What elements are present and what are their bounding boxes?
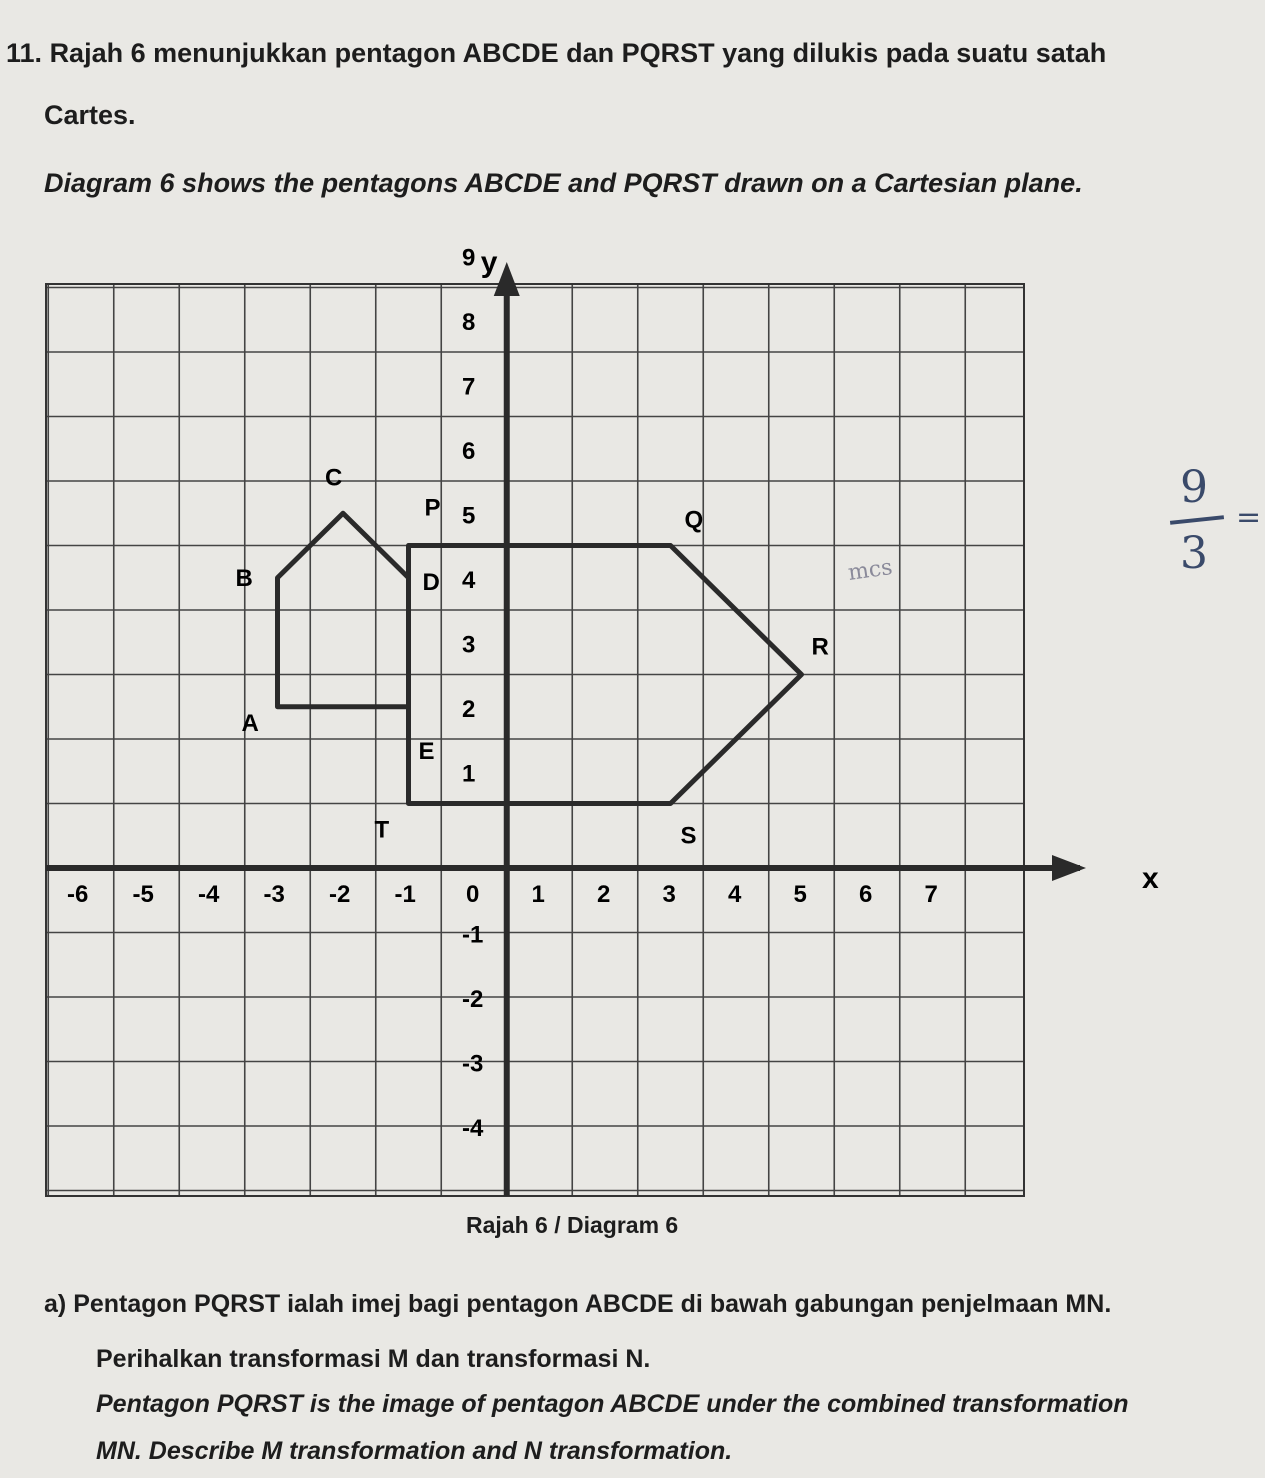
margin-equals-sign: =	[1236, 500, 1262, 535]
y-tick-label: -4	[462, 1115, 484, 1142]
x-axis-arrow	[1052, 855, 1086, 881]
part-a-malay-text: Pentagon PQRST ialah imej bagi pentagon ABCDE di bawah gabungan penjelmaan MN.	[73, 1290, 1112, 1318]
part-a-malay-line1	[44, 1290, 1111, 1319]
vertex-label-t: T	[374, 816, 390, 844]
vertex-label-e: E	[418, 737, 435, 765]
x-tick-label: -6	[67, 881, 89, 908]
margin-scribble: mcs	[846, 555, 895, 586]
vertex-label-c: C	[325, 464, 343, 492]
x-tick-label: 4	[728, 881, 742, 908]
x-tick-label: -3	[263, 881, 285, 908]
vertex-label-d: D	[422, 568, 440, 596]
x-tick-label: 6	[859, 881, 873, 908]
y-tick-label: 4	[462, 567, 476, 594]
x-tick-label: 7	[924, 881, 938, 908]
x-tick-label: -1	[394, 881, 416, 908]
vertex-label-b: B	[235, 564, 253, 592]
vertex-label-q: Q	[684, 506, 704, 534]
y-tick-label: 2	[462, 696, 476, 723]
x-tick-label: -5	[132, 881, 154, 908]
part-a-english-line2: MN. Describe M transformation and N transformation.	[96, 1437, 733, 1465]
y-tick-label: 8	[462, 309, 476, 336]
x-tick-label: 2	[597, 881, 611, 908]
y-axis-label: y	[480, 246, 498, 279]
y-tick-label: -2	[462, 986, 484, 1013]
vertex-label-s: S	[680, 822, 697, 850]
grid-border	[46, 284, 1024, 1196]
x-axis-label: x	[1142, 862, 1159, 895]
y-tick-label: 1	[462, 760, 476, 788]
y-tick-label: 7	[462, 373, 476, 401]
x-tick-label: 3	[662, 881, 676, 908]
question-number: 11.	[6, 38, 43, 68]
vertex-label-a: A	[241, 709, 259, 737]
y-tick-label: 5	[462, 502, 476, 530]
x-tick-label: -2	[329, 881, 351, 908]
margin-fraction-numerator: 9	[1180, 462, 1208, 513]
y-axis-arrow	[494, 262, 520, 296]
part-a-malay-line2: Perihalkan transformasi M dan transformasi N.	[96, 1345, 651, 1373]
vertex-label-r: R	[811, 633, 829, 661]
y-tick-label: -3	[462, 1050, 484, 1078]
part-a-english-line1: Pentagon PQRST is the image of pentagon ABCDE under the combined transformation	[96, 1390, 1129, 1418]
question-malay-line1: Rajah 6 menunjukkan pentagon ABCDE dan PQRST yang dilukis pada suatu satah	[49, 38, 1107, 68]
vertex-label-p: P	[424, 494, 441, 522]
y-tick-label: -1	[462, 921, 484, 949]
x-tick-label: -4	[198, 881, 220, 908]
y-tick-label: 3	[462, 631, 476, 659]
margin-fraction-denominator: 3	[1180, 528, 1208, 579]
x-tick-label: 5	[793, 881, 807, 908]
x-tick-label: 1	[531, 881, 545, 908]
question-malay-line2: Cartes.	[44, 100, 136, 130]
y-tick-label: 6	[462, 438, 476, 465]
x-tick-label: 0	[466, 881, 480, 908]
part-a-label: a)	[44, 1290, 67, 1318]
diagram-caption: Rajah 6 / Diagram 6	[466, 1212, 679, 1238]
question-english: Diagram 6 shows the pentagons ABCDE and PQRST drawn on a Cartesian plane.	[44, 168, 1083, 198]
y-tick-label: 9	[462, 244, 476, 272]
